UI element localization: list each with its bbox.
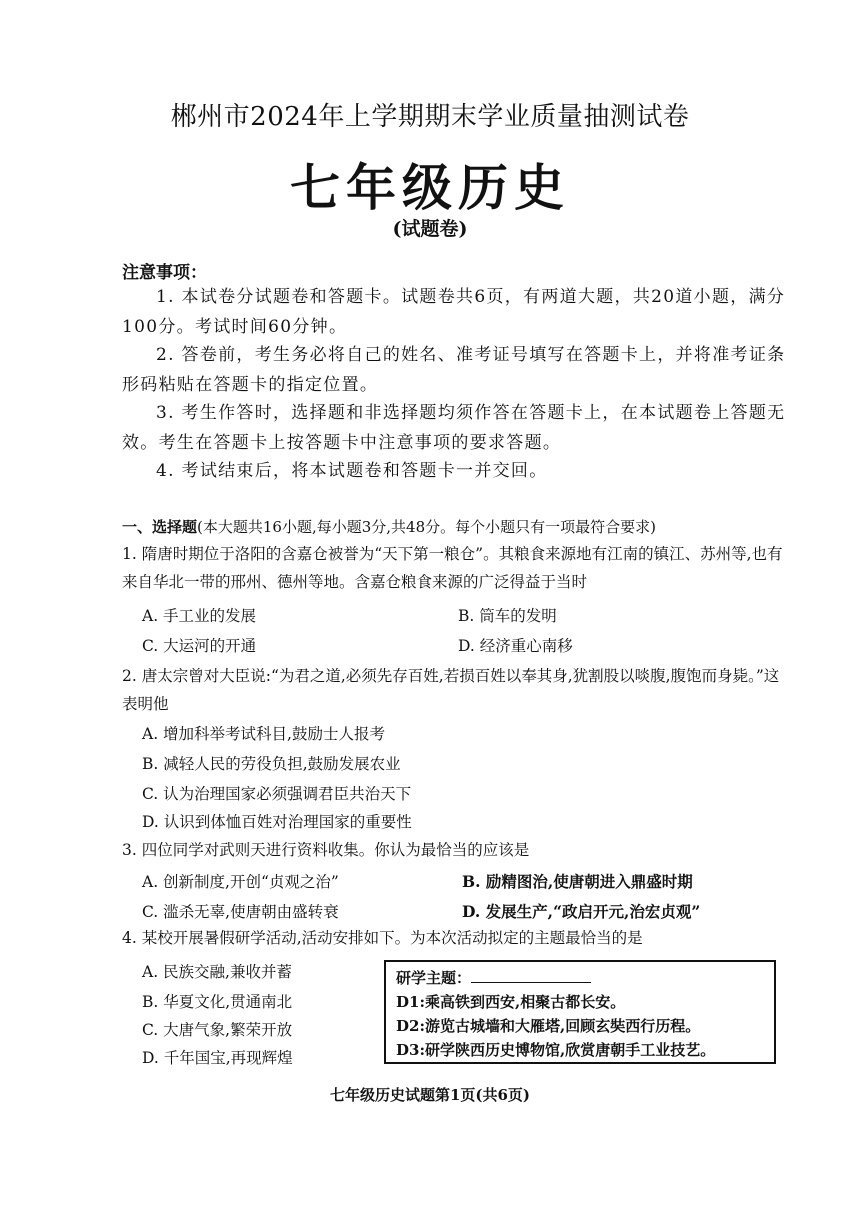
question-2-option-b: B. 减轻人民的劳役负担,鼓励发展农业	[142, 755, 401, 773]
question-2-option-a: A. 增加科举考试科目,鼓励士人报考	[142, 725, 385, 743]
exam-title: 郴州市2024年上学期期末学业质量抽测试卷	[170, 102, 690, 132]
question-1-option-b: B. 筒车的发明	[458, 607, 557, 625]
study-line-d1: D1:乘高铁到西安,相聚古都长安。	[396, 993, 626, 1011]
study-theme-label: 研学主题：	[396, 969, 472, 987]
question-4-option-c: C. 大唐气象,繁荣开放	[142, 1021, 293, 1039]
question-3-option-c: C. 滥杀无辜,使唐朝由盛转衰	[142, 903, 339, 921]
study-theme-row	[396, 966, 764, 990]
section-title: 一、选择题	[122, 518, 198, 536]
question-1-option-d: D. 经济重心南移	[458, 637, 573, 655]
section-heading	[122, 516, 656, 537]
notice-item: 1. 本试卷分试题卷和答题卡。试题卷共6页，有两道大题，共20道小题，满分100分。考试时间60分钟。	[122, 287, 786, 337]
question-1-option-a: A. 手工业的发展	[142, 607, 257, 625]
question-4-stem: 4. 某校开展暑假研学活动,活动安排如下。为本次活动拟定的主题最恰当的是	[122, 929, 643, 947]
study-theme-blank	[471, 968, 591, 983]
question-1-option-c: C. 大运河的开通	[142, 637, 257, 655]
question-2-option-c: C. 认为治理国家必须强调君臣共治天下	[142, 785, 412, 803]
question-4-option-b: B. 华夏文化,贯通南北	[142, 993, 293, 1011]
notice-heading: 注意事项：	[122, 263, 207, 283]
question-1-stem: 1. 隋唐时期位于洛阳的含嘉仓被誉为“天下第一粮仓”。其粮食来源地有江南的镇江、苏州等,也有来自华北一带的邢州、德州等地。含嘉仓粮食来源的广泛得益于当时	[122, 545, 783, 591]
question-2-stem: 2. 唐太宗曾对大臣说:“为君之道,必须先存百姓,若损百姓以奉其身,犹割股以啖腹,腹饱而身毙。”这表明他	[122, 667, 780, 713]
study-line-d2: D2:游览古城墙和大雁塔,回顾玄奘西行历程。	[396, 1017, 701, 1035]
section-desc: (本大题共16小题,每小题3分,共48分。每个小题只有一项最符合要求)	[197, 518, 656, 536]
notice-item: 3. 考生作答时，选择题和非选择题均须作答在答题卡上，在本试题卷上答题无效。考生在答题卡上按答题卡中注意事项的要求答题。	[122, 403, 786, 453]
notice-item: 4. 考试结束后，将本试题卷和答题卡一并交回。	[156, 461, 548, 481]
study-plan-box	[384, 960, 776, 1064]
page-footer: 七年级历史试题第1页(共6页)	[329, 1086, 531, 1104]
question-3-option-b: B. 励精图治,使唐朝进入鼎盛时期	[462, 872, 693, 891]
study-line-d3: D3:研学陕西历史博物馆,欣赏唐朝手工业技艺。	[396, 1041, 716, 1059]
question-2-option-d: D. 认识到体恤百姓对治理国家的重要性	[142, 813, 412, 831]
notice-item: 2. 答卷前，考生务必将自己的姓名、准考证号填写在答题卡上，并将准考证条形码粘贴在答题卡的指定位置。	[122, 345, 786, 395]
question-4-option-a: A. 民族交融,兼收并蓄	[142, 963, 292, 981]
question-3-stem: 3. 四位同学对武则天进行资料收集。你认为最恰当的应该是	[122, 841, 530, 859]
question-4-option-d: D. 千年国宝,再现辉煌	[142, 1049, 293, 1067]
paper-type: (试题卷)	[392, 218, 468, 240]
question-3-option-d: D. 发展生产,“政启开元,治宏贞观”	[462, 902, 701, 921]
subject-title: 七年级历史	[290, 158, 570, 217]
question-3-option-a: A. 创新制度,开创“贞观之治”	[142, 873, 339, 891]
